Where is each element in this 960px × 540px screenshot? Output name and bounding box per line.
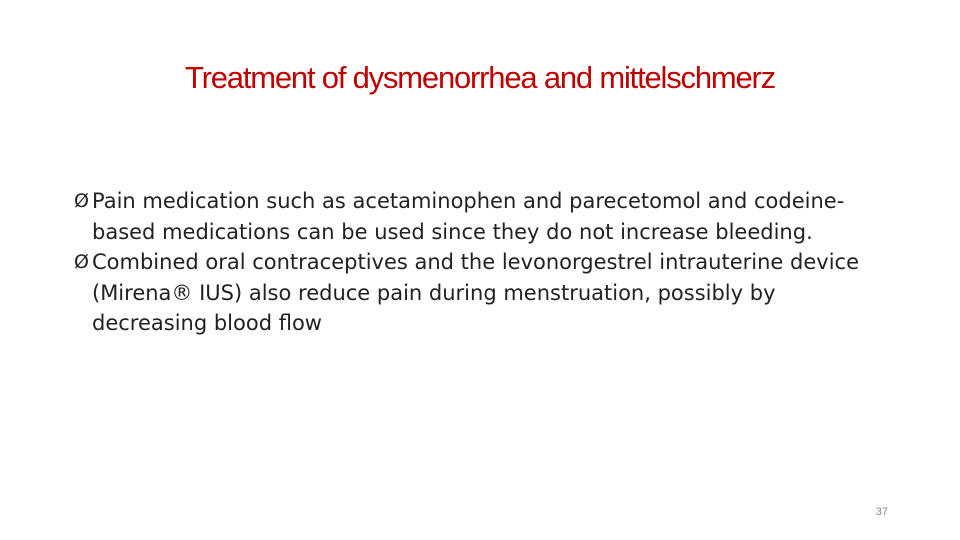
page-number: 37	[875, 506, 888, 518]
bullet-text: Combined oral contraceptives and the levonorgestrel intrauterine device (Mirena® IUS) also reduce pain during menstruation, possibly by decreasing blood flow	[92, 250, 859, 335]
slide-title: Treatment of dysmenorrhea and mittelschmerz	[185, 60, 775, 95]
arrow-bullet-icon: Ø	[74, 190, 89, 212]
bullet-text: Pain medication such as acetaminophen and parecetomol and codeine-based medications can be used since they do not increase bleeding.	[92, 189, 845, 244]
bullet-item	[74, 186, 894, 247]
bullet-list	[74, 186, 894, 339]
bullet-item	[74, 247, 894, 339]
arrow-bullet-icon: Ø	[74, 251, 89, 273]
